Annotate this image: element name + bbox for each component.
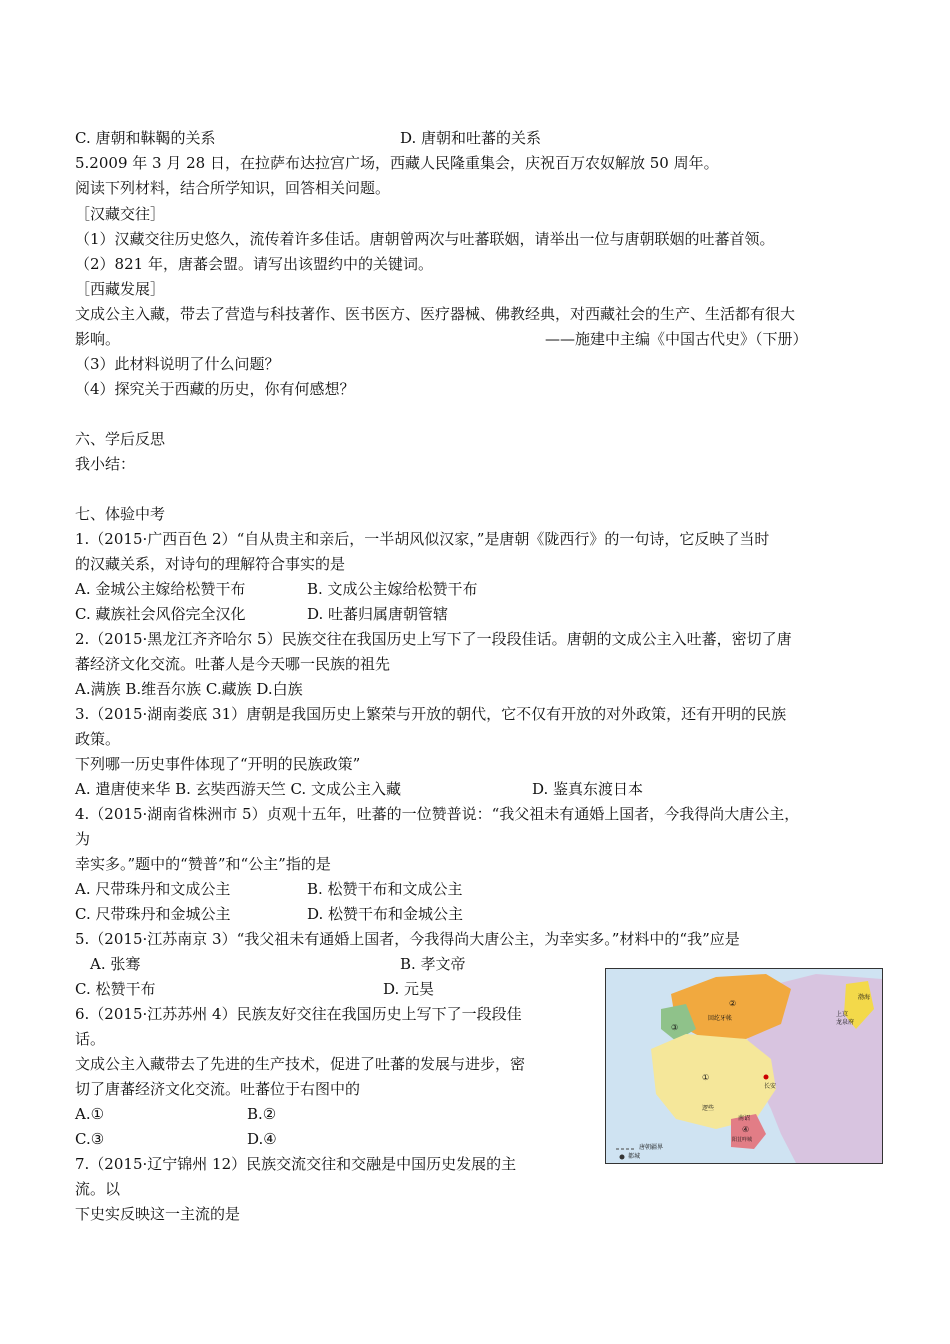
q6-option-c: C.③ [75,1130,105,1148]
q4-option-c: C. 尺带珠丹和金城公主 [75,905,231,923]
legend-capital-dot [620,1155,625,1160]
section6-title: 六、学后反思 [75,430,166,448]
q5-sub1: （1）汉藏交往历史悠久，流传着许多佳话。唐朝曾两次与吐蕃联姻，请举出一位与唐朝联姻的吐蕃首领。 [75,230,775,248]
q5-instruction: 阅读下列材料，结合所学知识，回答相关问题。 [75,179,391,197]
q5-sub4: （4）探究关于西藏的历史，你有何感想？ [75,380,355,398]
q3-line2: 政策。 [75,730,121,748]
q3-option-d: D. 鉴真东渡日本 [532,780,644,798]
q7-line1: 7.（2015·辽宁锦州 12）民族交流交往和交融是中国历史发展的主 [75,1155,517,1173]
prev-option-d: D. 唐朝和吐蕃的关系 [400,129,542,147]
map-label-luoxie: 逻些 [702,1105,715,1112]
map-label-1: ① [702,1073,710,1082]
material-line-1: 文成公主入藏，带去了营造与科技著作、医书医方、医疗器械、佛教经典，对西藏社会的生产、生活都有很大 [75,305,796,323]
map-label-nanzhao: 南诏 [738,1115,751,1122]
section-title-xizang: ［西藏发展］ [75,280,166,298]
summary-label: 我小结： [75,455,136,473]
q1-line1: 1.（2015·广西百色 2）“自从贵主和亲后，一半胡风似汉家，”是唐朝《陇西行》的一句诗，它反映了当时 [75,530,770,548]
q1-line2: 的汉藏关系，对诗句的理解符合事实的是 [75,555,346,573]
q5-option-b: B. 孝文帝 [400,955,466,973]
q6-line2: 话。 [75,1030,106,1048]
q2-options: A.满族 B.维吾尔族 C.藏族 D.白族 [75,680,303,698]
legend-border-label: 唐朝疆界 [639,1144,664,1151]
q1-option-b: B. 文成公主嫁给松赞干布 [307,580,478,598]
q6-line1: 6.（2015·江苏苏州 4）民族友好交往在我国历史上写下了一段段佳 [75,1005,522,1023]
q7-line3: 下史实反映这一主流的是 [75,1205,241,1223]
q6-line3: 文成公主入藏带去了先进的生产技术，促进了吐蕃的发展与进步，密 [75,1055,526,1073]
q1-option-a: A. 金城公主嫁给松赞干布 [75,580,246,598]
q4-option-a: A. 尺带珠丹和文成公主 [75,880,231,898]
q5-line1: 5.（2015·江苏南京 3）“我父祖未有通婚上国者，今我得尚大唐公主，为幸实多。”材料中的“我”应是 [75,930,740,948]
material-source: ——施建中主编《中国古代史》（下册） [545,330,808,348]
legend-capital-label: 都城 [628,1153,641,1160]
map-label-4: ④ [742,1125,750,1134]
map-label-shangjing: 上京 [836,1011,849,1018]
section7-title: 七、体验中考 [75,505,166,523]
tang-map [605,968,883,1164]
map-label-longquanfu: 龙泉府 [836,1019,855,1026]
q6-option-b: B.② [247,1105,277,1123]
q3-line3: 下列哪一历史事件体现了“开明的民族政策” [75,755,361,773]
q6-option-d: D.④ [247,1130,277,1148]
q1-option-c: C. 藏族社会风俗完全汉化 [75,605,246,623]
q3-line1: 3.（2015·湖南娄底 31）唐朝是我国历史上繁荣与开放的朝代，它不仅有开放的对外政策，还有开明的民族 [75,705,787,723]
q4-option-d: D. 松赞干布和金城公主 [307,905,464,923]
q6-option-a: A.① [75,1105,105,1123]
q6-line4: 切了唐蕃经济文化交流。吐蕃位于右图中的 [75,1080,361,1098]
q1-option-d: D. 吐蕃归属唐朝管辖 [307,605,449,623]
q4-option-b: B. 松赞干布和文成公主 [307,880,463,898]
q4-line1: 4.（2015·湖南省株洲市 5）贞观十五年，吐蕃的一位赞普说：“我父祖未有通婚上国者，今我得尚大唐公主， [75,805,800,823]
q3-options-abc: A. 遣唐使来华 B. 玄奘西游天竺 C. 文成公主入藏 [75,780,401,798]
changan-dot [764,1075,769,1080]
q2-line2: 蕃经济文化交流。吐蕃人是今天哪一民族的祖先 [75,655,391,673]
map-label-2: ② [729,999,737,1008]
q5-intro: 5.2009 年 3 月 28 日，在拉萨布达拉宫广场，西藏人民隆重集会，庆祝百万农奴解放 50 周年。 [75,154,719,172]
map-label-huihe: 回纥牙帐 [708,1015,733,1022]
q5-sub3: （3）此材料说明了什么问题？ [75,355,280,373]
prev-option-c: C. 唐朝和靺鞨的关系 [75,129,216,147]
q5-option-c: C. 松赞干布 [75,980,156,998]
q5-option-a: A. 张骞 [90,955,141,973]
map-label-changan: 长安 [764,1083,777,1090]
q5-option-d: D. 元昊 [383,980,435,998]
q2-line1: 2.（2015·黑龙江齐齐哈尔 5）民族交往在我国历史上写下了一段段佳话。唐朝的文成公主入吐蕃，密切了唐 [75,630,792,648]
q5-sub2: （2）821 年，唐蕃会盟。请写出该盟约中的关键词。 [75,255,433,273]
material-line-2: 影响。 [75,330,121,348]
map-label-3: ③ [671,1023,679,1032]
map-label-yangjumie: 阳苴咩城 [732,1137,753,1143]
q4-line2: 为 [75,830,91,848]
q4-line3: 幸实多。”题中的“赞普”和“公主”指的是 [75,855,331,873]
section-title-han-zang: ［汉藏交往］ [75,205,166,223]
map-label-bohai: 渤海 [858,994,871,1001]
q7-line2: 流。以 [75,1180,121,1198]
